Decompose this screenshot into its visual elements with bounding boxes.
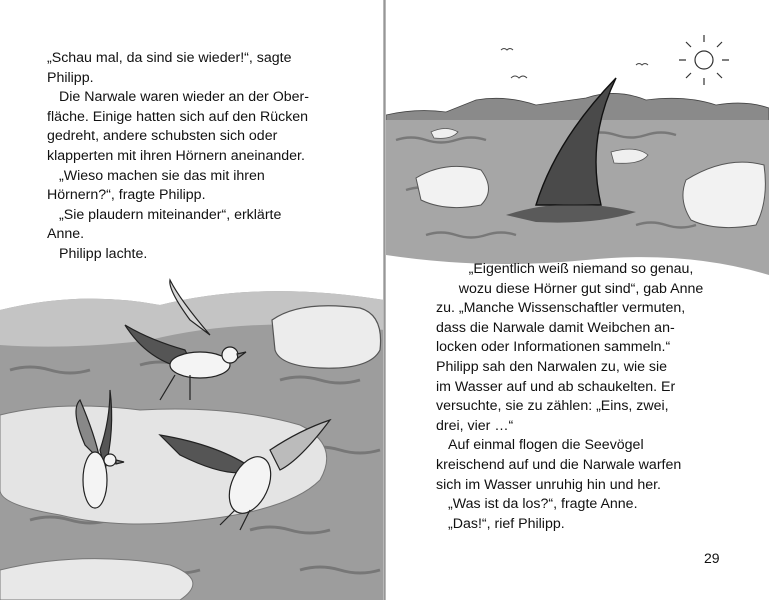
text-line: fläche. Einige hatten sich auf den Rücken [47,108,309,125]
text-line: zu. „Manche Wissenschaftler vermuten, [436,300,686,317]
text-line: locken oder Informationen sammeln.“ [436,339,671,356]
text-line: wozu diese Hörner gut sind“, gab Anne [458,280,704,297]
seagulls-ice-illustration [0,270,384,600]
left-page [0,0,384,600]
text-line: gedreht, andere schubsten sich oder [47,128,278,145]
text-line: Anne. [47,226,85,243]
text-line: Philipp lachte. [59,245,148,262]
text-line: „Eigentlich weiß niemand so genau, [468,261,694,277]
text-line: Hörnern?“, fragte Philipp. [47,187,206,204]
narwhal-sea-illustration [386,0,769,275]
left-page-text [47,49,347,265]
text-line: „Was ist da los?“, fragte Anne. [448,496,638,513]
text-line: „Sie plaudern miteinander“, erklärte [59,206,282,223]
right-page [386,0,769,600]
text-line: drei, vier …“ [436,417,514,434]
text-line: dass die Narwale damit Weibchen an- [436,319,675,336]
text-line: im Wasser auf und ab schaukelten. Er [436,378,676,395]
text-line: klapperten mit ihren Hörnern aneinander. [47,147,305,164]
ice-floe [272,306,381,368]
text-line: Die Narwale waren wieder an der Ober- [59,89,309,106]
text-line: „Schau mal, da sind sie wieder!“, sagte [47,50,292,66]
page-number: 29 [704,550,720,566]
ice-floe [416,166,489,207]
text-line: Philipp. [47,69,94,86]
text-line: sich im Wasser unruhig hin und her. [436,476,662,493]
right-page-text [436,260,726,534]
text-line: „Wieso machen sie das mit ihren [59,167,265,184]
text-line: kreischend auf und die Narwale warfen [436,456,682,473]
text-line: Philipp sah den Narwalen zu, wie sie [436,358,668,375]
text-line: Auf einmal flogen die Seevögel [448,437,644,454]
text-line: „Das!“, rief Philipp. [448,515,565,532]
text-line: versuchte, sie zu zählen: „Eins, zwei, [436,398,669,415]
